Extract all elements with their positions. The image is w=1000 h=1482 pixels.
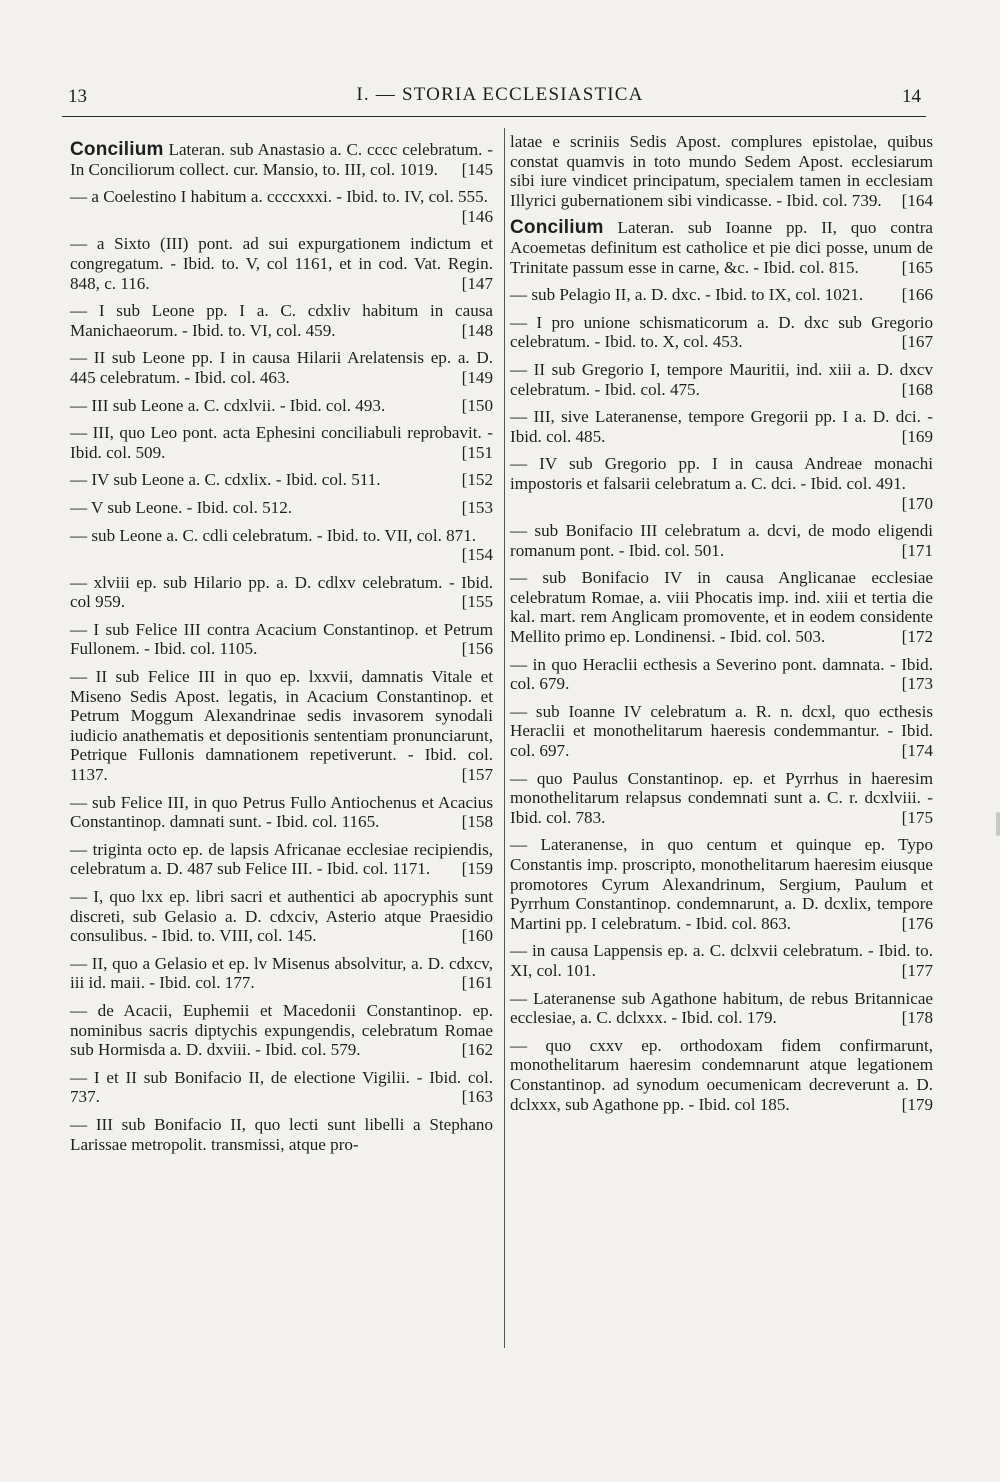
entry-number: [179 (901, 1094, 933, 1114)
entry-number: [147 (461, 273, 493, 293)
entry-text: — in causa Lappensis ep. a. C. dclxvii celebratum. - Ibid. to. XI, col. 101. (510, 941, 933, 980)
entry-number: [172 (901, 627, 933, 647)
catalog-entry (70, 667, 493, 785)
page-number-right: 14 (902, 86, 921, 107)
entry-number: [176 (901, 913, 933, 933)
catalog-entry (510, 835, 933, 933)
entry-number: [152 (461, 470, 493, 490)
entry-number: [169 (901, 426, 933, 446)
entry-text: Lateran. sub Ioanne pp. II, quo contra Acoemetas definitum est catholice et pie dici posse, unum de Trinitate passum esse in carne, &c. - Ibid. col. 815. (510, 218, 934, 277)
entry-text: — V sub Leone. - Ibid. col. 512. (70, 497, 293, 517)
entry-number: [162 (461, 1040, 493, 1060)
entry-text: Lateran. sub Anastasio a. C. cccc celebratum. - In Conciliorum collect. cur. Mansio, to. III, col. 1019. (70, 140, 494, 179)
catalog-entry (70, 348, 493, 387)
entry-text: — sub Bonifacio III celebratum a. dcvi, de modo eligendi romanum pont. - Ibid. col. 501. (510, 521, 933, 560)
catalog-entry (510, 769, 933, 828)
entry-text: — sub Ioanne IV celebratum a. R. n. dcxl, quo ecthesis Heraclii et monothelitarum haeresis condemmantur. - Ibid. col. 697. (510, 701, 933, 761)
entry-number: [173 (901, 674, 933, 694)
entry-text: — de Acacii, Euphemii et Macedonii Constantinop. ep. nominibus sacris diptychis expungendis, celebratum Romae sub Hormisda a. D. dxviii. - Ibid. col. 579. (70, 1000, 493, 1060)
catalog-entry (510, 941, 933, 980)
catalog-entry (510, 313, 933, 352)
entry-number: [155 (461, 592, 493, 612)
entry-number: [158 (461, 812, 493, 832)
entry-text: — III sub Bonifacio II, quo lecti sunt libelli a Stephano Larissae metropolit. transmissi, atque pro- (70, 1114, 493, 1154)
entry-number: [150 (461, 395, 493, 415)
catalog-entry (70, 526, 493, 565)
catalog-entry (510, 568, 933, 646)
entry-text: — Lateranense, in quo centum et quinque ep. Typo Constantis imp. proscripto, monothelitarum haeresim eiusque promotores Cyrum Alexandrinum, Sergium, Paulum et Pyrrhum Constantinop. condemnarunt, a. D. dcxlix, tempore Martini pp. I celebratum. - Ibid. col. 863. (510, 835, 933, 933)
catalog-entry (70, 793, 493, 832)
catalog-entry (510, 132, 933, 210)
entry-number: [170 (901, 493, 933, 513)
entry-number: [148 (461, 320, 493, 340)
entry-number: [156 (461, 639, 493, 659)
entry-number: [167 (901, 332, 933, 352)
catalog-entry (70, 234, 493, 293)
catalog-entry (510, 521, 933, 560)
catalog-entry (70, 396, 493, 416)
entry-heading: Concilium (510, 217, 604, 239)
column-divider (504, 128, 505, 1348)
catalog-entry (510, 285, 933, 305)
entry-text: — I, quo lxx ep. libri sacri et authentici ab apocryphis sunt discreti, sub Gelasio a. D. cdxciv, Asterio atque Praesidio consulibus. - Ibid. to. VIII, col. 145. (70, 887, 493, 946)
entry-text: — IV sub Leone a. C. cdxlix. - Ibid. col. 511. (70, 470, 381, 490)
catalog-entry (70, 573, 493, 612)
catalog-entry (70, 840, 493, 879)
entry-number: [145 (461, 159, 493, 179)
entry-number: [157 (461, 765, 493, 785)
entry-text: — II sub Felice III in quo ep. lxxvii, damnatis Vitale et Miseno Sedis Apost. legatis, in Acacium Constantinop. et Petrum Moggum Alexandrinae sedis invasorem synodali iudicio anathematis et depositionis sententiam pronunciarunt, Petrique Fullonis damnationem repetiverunt. - Ibid. col. 1137. (70, 667, 493, 785)
catalog-entry (70, 954, 493, 993)
right-column (510, 132, 933, 1122)
catalog-entry (70, 140, 493, 179)
entry-number: [171 (901, 540, 933, 560)
entry-number: [159 (461, 859, 493, 879)
entry-text: — sub Pelagio II, a. D. dxc. - Ibid. to IX, col. 1021. (510, 285, 864, 305)
entry-text: — a Sixto (III) pont. ad sui expurgationem indictum et congregatum. - Ibid. to. V, col 1161, et in cod. Vat. Regin. 848, c. 116. (70, 234, 493, 293)
catalog-entry (70, 1115, 493, 1154)
catalog-entry (510, 989, 933, 1028)
entry-number: [146 (461, 206, 493, 226)
catalog-entry (70, 187, 493, 226)
catalog-entry (510, 702, 933, 761)
catalog-entry (510, 1036, 933, 1114)
entry-text: — Lateranense sub Agathone habitum, de rebus Britannicae ecclesiae, a. C. dclxxx. - Ibid. col. 179. (510, 988, 933, 1028)
entry-number: [153 (461, 497, 493, 517)
entry-text: — in quo Heraclii ecthesis a Severino pont. damnata. - Ibid. col. 679. (510, 654, 933, 694)
entry-text: — sub Bonifacio IV in causa Anglicanae ecclesiae celebratum Romae, a. viii Phocatis imp. ind. xiii et tertia die kal. mart. rem Anglicam promovente, et in eodem considente Mellito primo ep. Londinensi. - Ibid. col. 503. (510, 568, 933, 647)
entry-number: [165 (901, 257, 933, 277)
entry-number: [160 (461, 926, 493, 946)
entry-number: [174 (901, 741, 933, 761)
entry-text: — quo cxxv ep. orthodoxam fidem confirmarunt, monothelitarum haeresim condemnarunt atque legationem Constantinop. ad synodum oecumenicam decreverunt a. D. dclxxx, sub Agathone pp. - Ibid. col 185. (510, 1035, 933, 1114)
entry-number: [163 (461, 1087, 493, 1107)
entry-text: — III, sive Lateranense, tempore Gregorii pp. I a. D. dci. - Ibid. col. 485. (510, 407, 933, 446)
catalog-entry (70, 1068, 493, 1107)
entry-number: [151 (461, 442, 493, 462)
entry-text: — II sub Leone pp. I in causa Hilarii Arelatensis ep. a. D. 445 celebratum. - Ibid. col. 463. (70, 348, 493, 387)
entry-text: — I pro unione schismaticorum a. D. dxc sub Gregorio celebratum. - Ibid. to. X, col. 453. (510, 312, 933, 352)
entry-number: [164 (901, 190, 933, 210)
catalog-entry (70, 498, 493, 518)
entry-text: — sub Leone a. C. cdli celebratum. - Ibid. to. VII, col. 871. (70, 525, 477, 545)
catalog-entry (510, 407, 933, 446)
entry-text: — a Coelestino I habitum a. ccccxxxi. - Ibid. to. IV, col. 555. (70, 187, 488, 207)
entry-number: [161 (461, 973, 493, 993)
entry-text: — I sub Leone pp. I a. C. cdxliv habitum in causa Manichaeorum. - Ibid. to. VI, col. 459. (70, 301, 493, 340)
catalog-entry (70, 423, 493, 462)
catalog-entry (70, 301, 493, 340)
entry-text: — I sub Felice III contra Acacium Constantinop. et Petrum Fullonem. - Ibid. col. 1105. (70, 619, 493, 659)
catalog-entry (510, 454, 933, 513)
entry-text: latae e scriniis Sedis Apost. complures epistolae, quibus constat quamvis in toto mundo Sedem Apost. ecclesiarum sibi iure vindicet principatum, specialem tamen in ecclesiam Illyrici gubernationem sibi vindicasse. - Ibid. col. 739. (510, 132, 933, 210)
page-edge-mark (996, 812, 1000, 836)
entry-text: — quo Paulus Constantinop. ep. et Pyrrhus in haeresim monothelitarum relapsus condemnati sunt a. C. r. dcxlviii. - Ibid. col. 783. (510, 768, 933, 827)
entry-number: [175 (901, 807, 933, 827)
catalog-entry (70, 620, 493, 659)
header-rule (62, 116, 926, 117)
catalog-entry (70, 470, 493, 490)
entry-text: — III sub Leone a. C. cdxlvii. - Ibid. col. 493. (70, 395, 386, 415)
entry-text: — III, quo Leo pont. acta Ephesini conciliabuli reprobavit. - Ibid. col. 509. (70, 423, 493, 462)
entry-text: — triginta octo ep. de lapsis Africanae ecclesiae recipiendis, celebratum a. D. 487 sub Felice III. - Ibid. col. 1171. (70, 839, 493, 879)
entry-number: [168 (901, 379, 933, 399)
catalog-entry (70, 887, 493, 946)
entry-number: [166 (901, 285, 933, 305)
entry-number: [177 (901, 960, 933, 980)
entry-text: — II sub Gregorio I, tempore Mauritii, ind. xiii a. D. dxcv celebratum. - Ibid. col. 475. (510, 359, 933, 399)
entry-number: [178 (901, 1008, 933, 1028)
catalog-entry (510, 218, 933, 277)
entry-text: — I et II sub Bonifacio II, de electione Vigilii. - Ibid. col. 737. (70, 1067, 493, 1107)
catalog-entry (510, 360, 933, 399)
entry-heading: Concilium (70, 139, 164, 160)
catalog-entry (510, 655, 933, 694)
running-title: I. — STORIA ECCLESIASTICA (356, 84, 644, 105)
entry-text: — xlviii ep. sub Hilario pp. a. D. cdlxv celebratum. - Ibid. col 959. (70, 572, 493, 612)
catalog-entry (70, 1001, 493, 1060)
left-column (70, 132, 493, 1162)
entry-number: [149 (461, 367, 493, 387)
entry-text: — sub Felice III, in quo Petrus Fullo Antiochenus et Acacius Constantinop. damnati sunt. - Ibid. col. 1165. (70, 792, 493, 832)
entry-text: — II, quo a Gelasio et ep. lv Misenus absolvitur, a. D. cdxcv, iii id. maii. - Ibid. col. 177. (70, 953, 493, 993)
page-number-left: 13 (68, 86, 87, 107)
entry-number: [154 (461, 545, 493, 565)
entry-text: — IV sub Gregorio pp. I in causa Andreae monachi impostoris et falsarii celebratum a. C. dci. - Ibid. col. 491. (510, 454, 933, 493)
